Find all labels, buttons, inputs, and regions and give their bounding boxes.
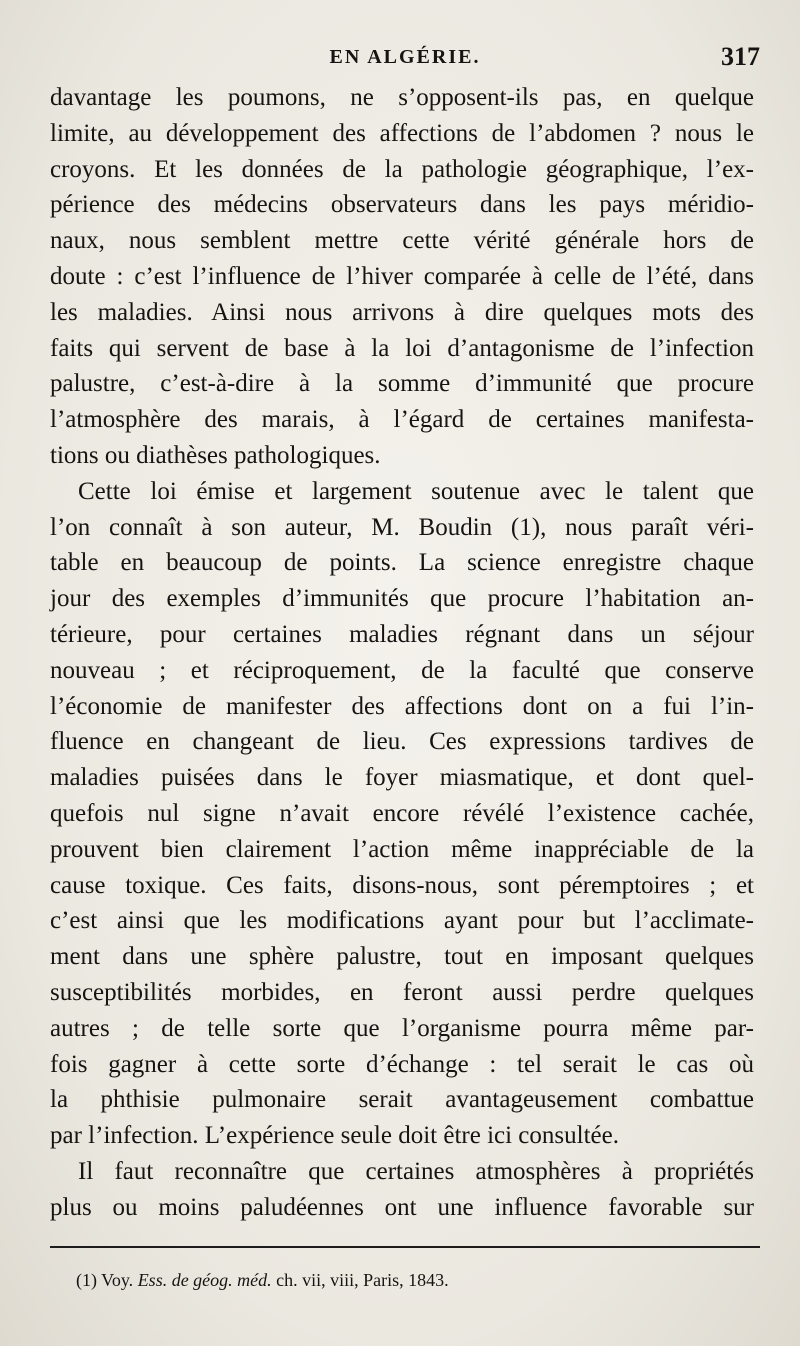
text-line: la phthisie pulmonaire serait avantageusement combattue (50, 1086, 754, 1114)
text-line: cause toxique. Ces faits, disons-nous, sont péremptoires ; et (50, 871, 754, 899)
text-line: davantage les poumons, ne s’opposent-ils pas, en quelque (50, 84, 754, 111)
text-line: par l’infection. L’expérience seule doit être ici consultée. (50, 1122, 619, 1150)
text-line: l’on connaît à son auteur, M. Boudin (1), nous paraît véri- (50, 513, 754, 541)
text-line: jour des exemples d’immunités que procure l’habitation an- (50, 585, 754, 613)
text-line: fois gagner à cette sorte d’échange : tel serait le cas où (50, 1050, 754, 1078)
footnote-reference: ch. vii, viii, Paris, 1843. (271, 1270, 449, 1290)
text-line: Il faut reconnaître que certaines atmosphères à propriétés (78, 1157, 754, 1185)
paragraph-2 (50, 474, 754, 1154)
text-line: l’économie de manifester des affections dont on a fui l’in- (50, 692, 754, 720)
footnote-marker: (1) Voy. (76, 1270, 138, 1290)
footnote-rule (50, 1246, 760, 1248)
footnote (76, 1270, 449, 1291)
paragraph-3 (50, 1154, 754, 1226)
text-line: limite, au développement des affections de l’abdomen ? nous le (50, 119, 754, 147)
paragraph-1 (50, 80, 754, 474)
text-line: térieure, pour certaines maladies régnant dans un séjour (50, 620, 754, 648)
text-line: plus ou moins paludéennes ont une influence favorable sur (50, 1193, 754, 1221)
text-line: fluence en changeant de lieu. Ces expressions tardives de (50, 728, 754, 756)
text-line: Cette loi émise et largement soutenue avec le talent que (78, 477, 754, 505)
text-line: tions ou diathèses pathologiques. (50, 441, 381, 469)
text-line: croyons. Et les données de la pathologie géographique, l’ex- (50, 155, 754, 183)
text-line: autres ; de telle sorte que l’organisme pourra même par- (50, 1014, 754, 1042)
text-line: table en beaucoup de points. La science enregistre chaque (50, 549, 754, 577)
text-line: naux, nous semblent mettre cette vérité générale hors de (50, 227, 754, 255)
running-title: EN ALGÉRIE. (329, 46, 481, 68)
text-line: faits qui servent de base à la loi d’antagonisme de l’infection (50, 334, 754, 362)
body-text (50, 80, 754, 1226)
text-line: prouvent bien clairement l’action même inappréciable de la (50, 835, 754, 863)
text-line: quefois nul signe n’avait encore révélé l’existence cachée, (50, 799, 754, 827)
text-line: nouveau ; et réciproquement, de la faculté que conserve (50, 656, 754, 684)
text-line: périence des médecins observateurs dans les pays méridio- (50, 191, 754, 219)
text-line: c’est ainsi que les modifications ayant pour but l’acclimate- (50, 907, 754, 935)
text-line: doute : c’est l’influence de l’hiver comparée à celle de l’été, dans (50, 262, 754, 290)
text-line: les maladies. Ainsi nous arrivons à dire quelques mots des (50, 298, 754, 326)
text-line: ment dans une sphère palustre, tout en imposant quelques (50, 943, 754, 971)
text-line: susceptibilités morbides, en feront aussi perdre quelques (50, 978, 754, 1006)
text-line: palustre, c’est-à-dire à la somme d’immunité que procure (50, 370, 754, 398)
running-head (50, 40, 760, 76)
text-line: l’atmosphère des marais, à l’égard de certaines manifesta- (50, 406, 754, 434)
footnote-work-title: Ess. de géog. méd. (137, 1270, 272, 1290)
page-number: 317 (721, 42, 760, 71)
text-line: maladies puisées dans le foyer miasmatique, et dont quel- (50, 764, 754, 792)
